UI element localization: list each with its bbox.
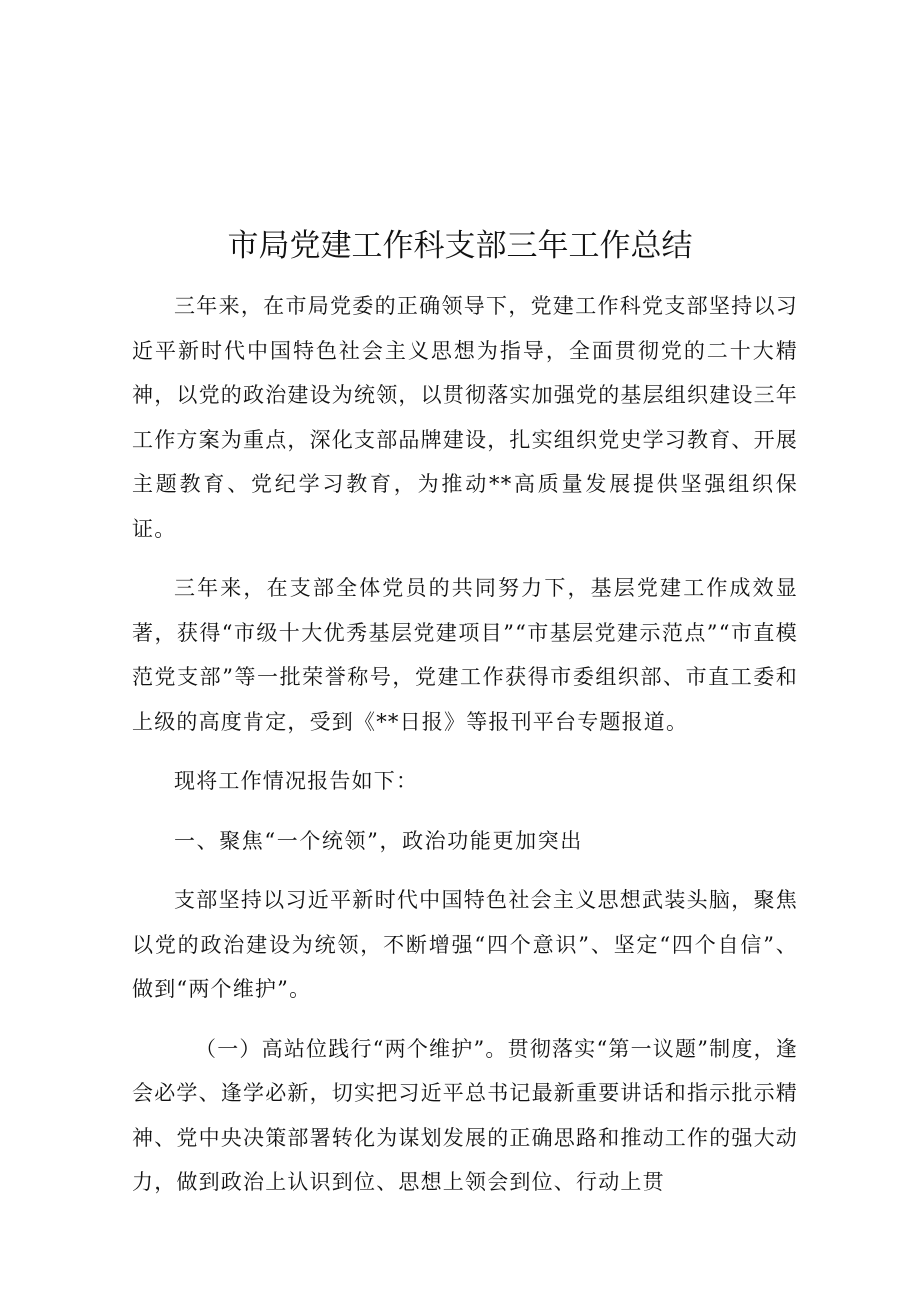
section-heading-1: 一、聚焦“一个统领”，政治功能更加突出: [174, 828, 583, 853]
paragraph-section-1: 支部坚持以习近平新时代中国特色社会主义思想武装头脑，聚焦以党的政治建设为统领，不断增强“四个意识”、坚定“四个自信”、做到“两个维护”。: [132, 888, 798, 1001]
document-body: [132, 284, 798, 1205]
paragraph-achievements: 三年来，在支部全体党员的共同努力下，基层党建工作成效显著，获得“市级十大优秀基层党建项目”“市基层党建示范点”“市直模范党支部”等一批荣誉称号，党建工作获得市委组织部、市直工委和上级的高度肯定，受到《**日报》等报刊平台专题报道。: [132, 576, 798, 734]
document-title: 市局党建工作科支部三年工作总结: [227, 228, 693, 264]
paragraph-intro: 三年来，在市局党委的正确领导下，党建工作科党支部坚持以习近平新时代中国特色社会主义思想为指导，全面贯彻党的二十大精神，以党的政治建设为统领，以贯彻落实加强党的基层组织建设三年工作方案为重点，深化支部品牌建设，扎实组织党史学习教育、开展主题教育、党纪学习教育，为推动**高质量发展提供坚强组织保证。: [132, 294, 798, 541]
paragraph-report-lead: 现将工作情况报告如下：: [174, 769, 419, 793]
paragraph-subsection-1: （一）高站位践行“两个维护”。贯彻落实“第一议题”制度，逢会必学、逢学必新，切实把习近平总书记最新重要讲话和指示批示精神、党中央决策部署转化为谋划发展的正确思路和推动工作的强大动力，做到政治上认识到位、思想上领会到位、行动上贯: [132, 1036, 798, 1194]
